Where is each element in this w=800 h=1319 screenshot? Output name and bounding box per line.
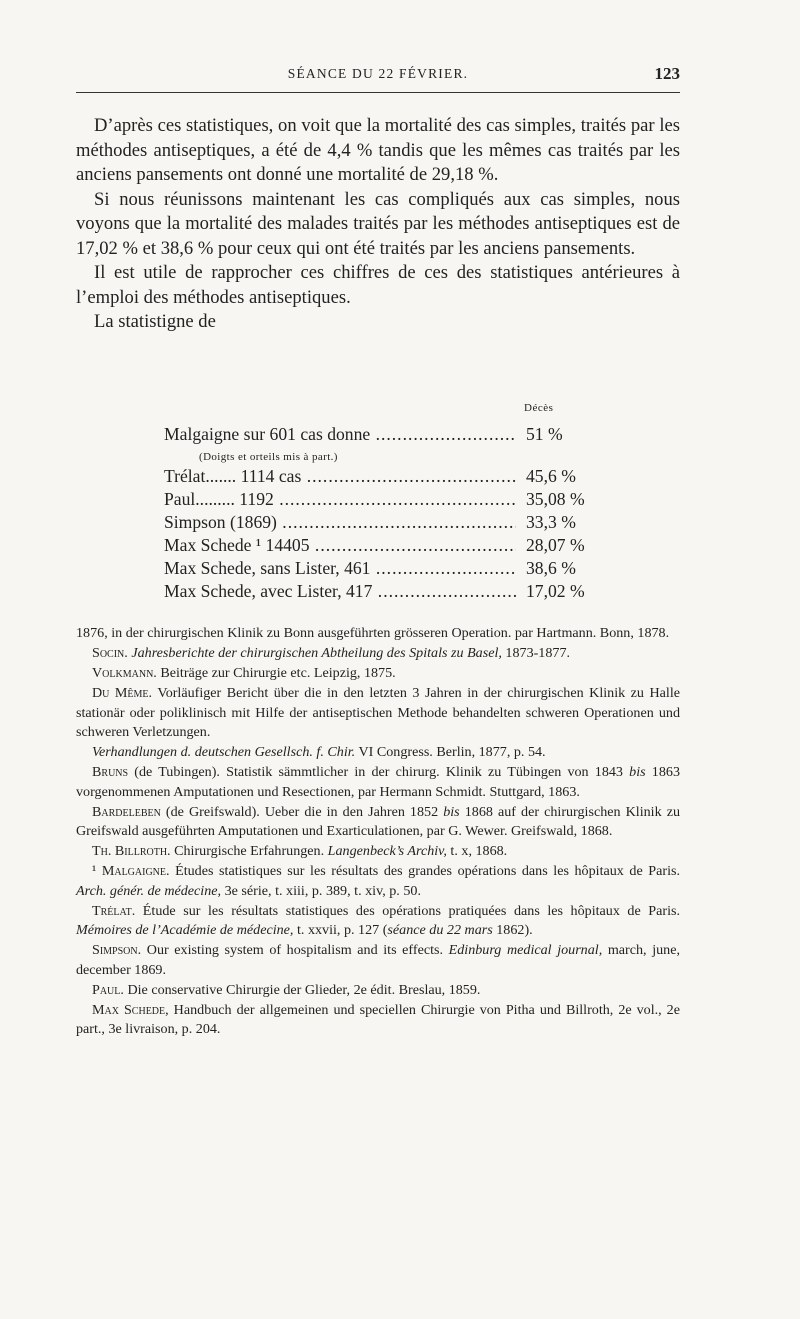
header-rule <box>76 92 680 93</box>
reference <box>76 902 680 941</box>
ref-text: Chirurgische Erfahrungen. <box>170 843 328 859</box>
reference <box>76 684 680 743</box>
row-value: 38,6 % <box>526 558 576 578</box>
ref-author: Bardeleben <box>92 803 161 820</box>
ref-text: 1873-1877. <box>501 645 571 661</box>
ref-author: Volkmann. <box>92 665 157 681</box>
ref-text: march, june, december 1869. <box>76 942 680 978</box>
reference <box>76 1001 680 1040</box>
ref-bis: bis <box>629 764 646 780</box>
running-title: SÉANCE DU 22 FÉVRIER. <box>287 66 469 81</box>
ref-title: Mémoires de l’Académie de médecine, <box>76 922 294 938</box>
table-row <box>164 535 604 557</box>
ref-text: 1863 vorgenommenen Amputationen und Resectionen, par Hermann Schmidt. Stuttgard, 1863. <box>76 764 680 800</box>
reference: 1876, in der chirurgischen Klinik zu Bonn ausgeführten grösseren Operation. par Hartmann. Bonn, 1878. <box>76 625 670 641</box>
row-name: Max Schede, avec Lister, 417 ..... <box>164 581 516 602</box>
paragraph: Il est utile de rapprocher ces chiffres de ces des statistiques antérieures à l’emploi des méthodes antiseptiques. <box>76 262 680 308</box>
paragraph: Si nous réunissons maintenant les cas compliqués aux cas simples, nous voyons que la mortalité des malades traités par les méthodes antiseptiques est de 17,02 % et 38,6 % pour ceux qui ont été traités par les anciens pansements. <box>76 188 680 259</box>
ref-text: Étude sur les résultats statistiques des opérations pratiquées dans les hôpitaux de Paris. <box>135 902 680 919</box>
ref-text: t. xxvii, p. 127 ( <box>293 922 388 938</box>
row-value: 45,6 % <box>526 466 576 486</box>
ref-text: Handbuch der allgemeinen und speciellen Chirurgie von Pitha und Billroth, 2e vol., 2e part., 3e livraison, p. 204. <box>76 1001 680 1037</box>
reference <box>76 743 680 763</box>
row-name: Malgaigne sur 601 cas donne ..... <box>164 424 516 445</box>
references <box>76 624 680 1040</box>
ref-title: Arch. génér. de médecine, <box>76 882 222 899</box>
ref-seance: séance du 22 mars <box>387 922 493 938</box>
ref-text: Beiträge zur Chirurgie etc. Leipzig, 1875. <box>156 665 396 681</box>
ref-author: Th. Billroth. <box>92 843 171 859</box>
ref-text: Études statistiques sur les résultats des grandes opérations dans les hôpitaux de Paris. <box>169 863 680 879</box>
ref-author: Paul. <box>92 981 124 998</box>
reference <box>76 862 680 901</box>
reference <box>76 803 680 842</box>
footnote-mark: ¹ <box>92 863 102 879</box>
table-row <box>164 581 604 603</box>
row-value: 28,07 % <box>526 535 585 555</box>
ref-text: 1868 auf der chirurgischen Klinik zu Greifswald ausgeführten Amputationen und Exarticulationen, par G. Wewer. Greifswald, 1868. <box>76 803 680 839</box>
row-value: 51 % <box>526 424 563 444</box>
table-row <box>164 424 604 446</box>
ref-text: 3e série, t. xiii, p. 389, t. xiv, p. 50. <box>221 882 421 899</box>
deces-column-header: Décès <box>524 402 554 414</box>
ref-text: Die conservative Chirurgie der Glieder, 2e édit. Breslau, 1859. <box>123 981 481 998</box>
reference <box>76 981 680 1001</box>
paragraph: La statistigne de <box>94 311 216 332</box>
row-name: Max Schede ¹ 14405 ..... <box>164 535 516 556</box>
reference <box>76 644 680 664</box>
row-name: Max Schede, sans Lister, 461 ..... <box>164 558 516 579</box>
ref-text: t. x, 1868. <box>446 843 508 859</box>
table-row <box>164 466 604 488</box>
ref-text: 1862). <box>492 922 533 938</box>
row-name: Simpson (1869) ..... <box>164 512 516 533</box>
table-row <box>164 489 604 511</box>
ref-title: Verhandlungen d. deutschen Gesellsch. f. Chir. <box>92 744 356 760</box>
paragraph: D’après ces statistiques, on voit que la mortalité des cas simples, traités par les méthodes antiseptiques, a été de 4,4 % tandis que les mêmes cas traités par les anciens pansements ont donné une mortalité de 29,18 %. <box>76 115 680 185</box>
ref-title: Jahresberichte der chirurgischen Abtheilung des Spitals zu Basel, <box>131 645 502 661</box>
ref-text: Vorläufiger Bericht über die in den letzten 3 Jahren in der chirurgischen Klinik zu Halle stationär oder poliklinisch mit Hilfe der antiseptischen Methode behandelten schweren Operationen und schweren Verletzungen. <box>76 685 680 740</box>
reference <box>76 941 680 980</box>
ref-author: Malgaigne. <box>101 863 170 879</box>
ref-author: Max Schede, <box>92 1001 169 1018</box>
row-value: 33,3 % <box>526 512 576 532</box>
ref-text: Our existing system of hospitalism and its effects. <box>141 942 449 958</box>
table-row <box>164 512 604 534</box>
page-number: 123 <box>654 64 680 83</box>
ref-bis: bis <box>443 803 460 820</box>
ref-author: Du Même. <box>92 685 153 701</box>
table-note: (Doigts et orteils mis à part.) <box>199 451 338 463</box>
ref-text: (de Tubingen). Statistik sämmtlicher in der chirurg. Klinik zu Tübingen von 1843 <box>128 764 630 780</box>
ref-author: Bruns <box>92 764 129 780</box>
ref-author: Simpson. <box>92 942 142 958</box>
table-row <box>164 558 604 580</box>
ref-text: VI Congress. Berlin, 1877, p. 54. <box>355 744 546 760</box>
ref-author: Trélat. <box>92 902 136 919</box>
row-name: Paul......... 1192 ..... <box>164 489 516 510</box>
ref-title: Langenbeck’s Archiv, <box>327 843 447 859</box>
row-value: 17,02 % <box>526 581 585 601</box>
row-value: 35,08 % <box>526 489 585 509</box>
page-header <box>76 64 680 90</box>
ref-title: Edinburg medical journal, <box>448 942 603 958</box>
ref-text: (de Greifswald). Ueber die in den Jahren 1852 <box>160 803 444 820</box>
reference <box>76 842 680 862</box>
reference <box>76 763 680 802</box>
reference <box>76 664 680 684</box>
main-text <box>76 114 680 335</box>
ref-author: Socin. <box>92 645 128 661</box>
row-name: Trélat....... 1114 cas ..... <box>164 466 516 487</box>
